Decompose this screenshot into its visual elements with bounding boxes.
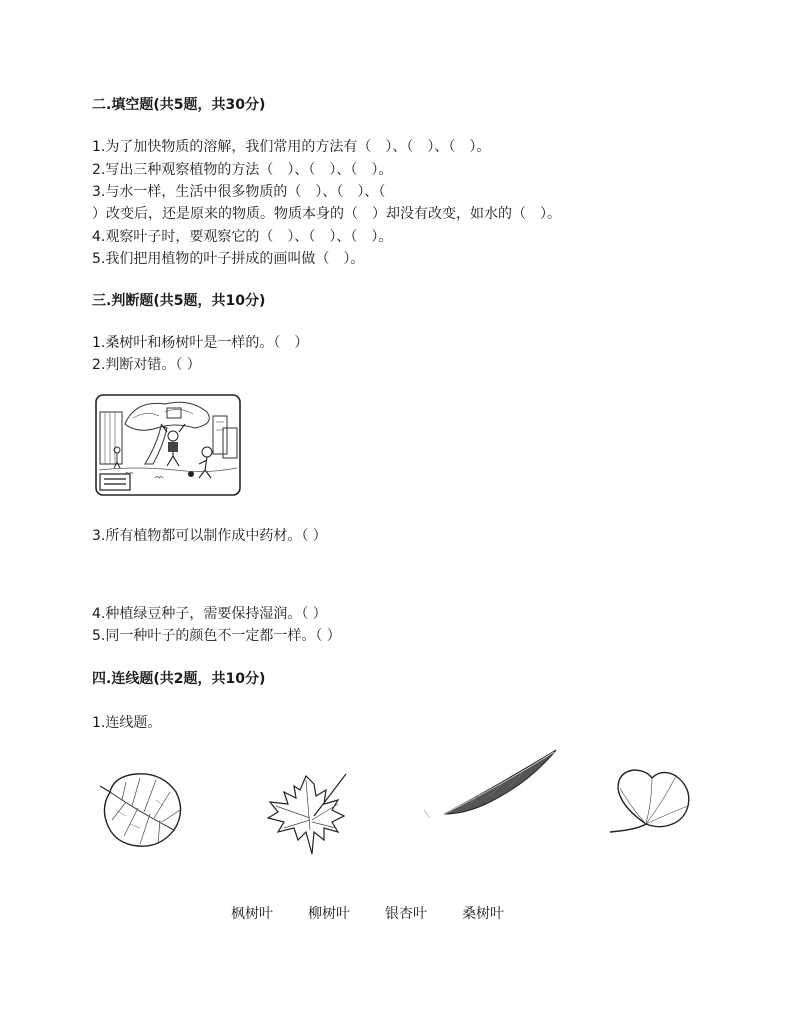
fill-question-3b: ）改变后，还是原来的物质。物质本身的（ ）却没有改变，如水的（ ）。: [92, 206, 561, 222]
judge-question-2: 2.判断对错。（ ）: [92, 357, 201, 373]
ginkgo-leaf-image: [606, 766, 694, 838]
playground-illustration: [95, 394, 241, 496]
section-heading-fill: 二.填空题(共5题，共30分): [92, 97, 266, 113]
judge-question-3: 3.所有植物都可以制作成中药材。（ ）: [92, 528, 327, 544]
fill-question-1: 1.为了加快物质的溶解，我们常用的方法有（ ）、（ ）、（ ）。: [92, 139, 491, 155]
maple-leaf-image: [264, 770, 350, 858]
mulberry-leaf-image: [96, 770, 186, 850]
willow-leaf-image: [420, 748, 560, 824]
fill-question-4: 4.观察叶子时，要观察它的（ ）、（ ）、（ ）。: [92, 229, 393, 245]
fill-question-2: 2.写出三种观察植物的方法（ ）、（ ）、（ ）。: [92, 162, 393, 178]
leaf-label-ginkgo: 银杏叶: [385, 906, 427, 922]
section-heading-judge: 三.判断题(共5题，共10分): [92, 293, 266, 309]
leaf-label-maple: 枫树叶: [231, 906, 273, 922]
judge-question-5: 5.同一种叶子的颜色不一定都一样。（ ）: [92, 628, 341, 644]
match-question-1: 1.连线题。: [92, 715, 162, 731]
section-heading-match: 四.连线题(共2题，共10分): [92, 671, 266, 687]
leaf-label-mulberry: 桑树叶: [462, 906, 504, 922]
leaf-label-willow: 柳树叶: [308, 906, 350, 922]
judge-question-4: 4.种植绿豆种子，需要保持湿润。（ ）: [92, 606, 327, 622]
fill-question-5: 5.我们把用植物的叶子拼成的画叫做（ ）。: [92, 251, 365, 267]
judge-question-1: 1.桑树叶和杨树叶是一样的。（ ）: [92, 335, 309, 351]
fill-question-3a: 3.与水一样，生活中很多物质的（ ）、（ ）、（: [92, 184, 386, 200]
